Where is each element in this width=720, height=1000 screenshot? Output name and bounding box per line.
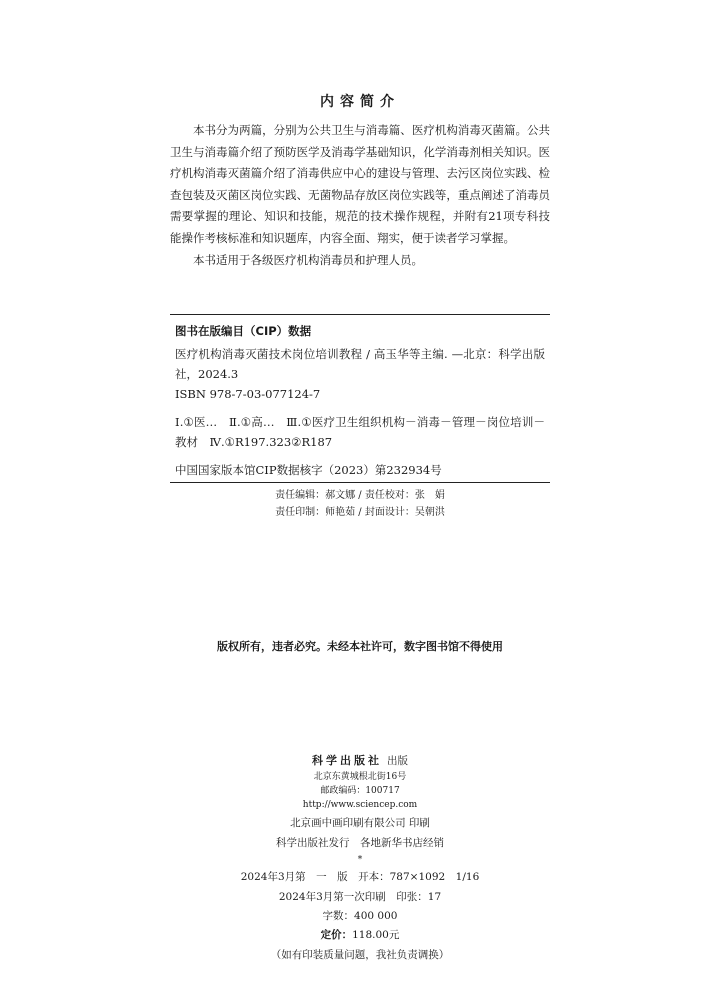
word-count: 字数：400 000 (322, 910, 398, 922)
edition-line: 2024年3月第 一 版 开本：787×1092 1/16 (240, 871, 480, 883)
price-label: 定价： (320, 929, 353, 941)
cip-entry: 医疗机构消毒灭菌技术岗位培训教程 / 高玉华等主编. —北京：科学出版社，2024.3 (175, 347, 545, 381)
summary-paragraph: 本书分为两篇，分别为公共卫生与消毒篇、医疗机构消毒灭菌篇。公共卫生与消毒篇介绍了预防医学及消毒学基础知识，化学消毒剂相关知识。医疗机构消毒灭菌篇介绍了消毒供应中心的建设与管理、去污区岗位实践、检查包装及灭菌区岗位实践、无菌物品存放区岗位实践等，重点阐述了消毒员需要掌握的理论、知识和技能，规范的技术操作规程，并附有21项专科技能操作考核标准和知识题库，内容全面、翔实，便于读者学习掌握。 (170, 123, 550, 245)
price-line (0, 925, 720, 945)
printer-line: 北京画中画印刷有限公司 印刷 (290, 817, 430, 829)
quality-notice: （如有印装质量问题，我社负责调换） (270, 949, 450, 961)
publisher-suffix: 出版 (387, 755, 409, 767)
publisher-postcode: 邮政编码：100717 (320, 786, 400, 796)
publisher-line (0, 750, 720, 770)
publisher-address: 北京东黄城根北街16号 (313, 772, 407, 782)
printing-line: 2024年3月第一次印刷 印张：17 (278, 891, 442, 903)
publisher-logo-text: 科学出版社 (311, 754, 382, 767)
editors-line: 责任编辑：郝文娜 / 责任校对：张 娟 (275, 490, 445, 501)
summary-section (170, 120, 550, 271)
summary-paragraph: 本书适用于各级医疗机构消毒员和护理人员。 (193, 252, 423, 267)
page-title: 内容简介 (320, 94, 400, 110)
separator-mark: * (357, 855, 363, 865)
cip-heading: 图书在版编目（CIP）数据 (175, 324, 312, 338)
publisher-website: http://www.sciencep.com (302, 800, 418, 810)
divider (170, 314, 550, 315)
cip-section (175, 321, 545, 480)
publication-info (0, 750, 720, 965)
cip-verification: 中国国家版本馆CIP数据核字（2023）第232934号 (175, 463, 442, 477)
editors-section (0, 487, 720, 521)
cip-isbn: ISBN 978-7-03-077124-7 (175, 387, 321, 401)
editors-line: 责任印制：师艳茹 / 封面设计：吴朝洪 (275, 507, 445, 518)
distribution-line: 科学出版社发行 各地新华书店经销 (276, 837, 444, 849)
divider (170, 482, 550, 483)
price-value: 118.00元 (352, 929, 400, 941)
copyright-notice: 版权所有，违者必究。未经本社许可，数字图书馆不得使用 (217, 640, 503, 653)
cip-classification: Ⅰ.①医… Ⅱ.①高… Ⅲ.①医疗卫生组织机构－消毒－管理－岗位培训－教材 Ⅳ.①R197.323②R187 (175, 415, 545, 449)
